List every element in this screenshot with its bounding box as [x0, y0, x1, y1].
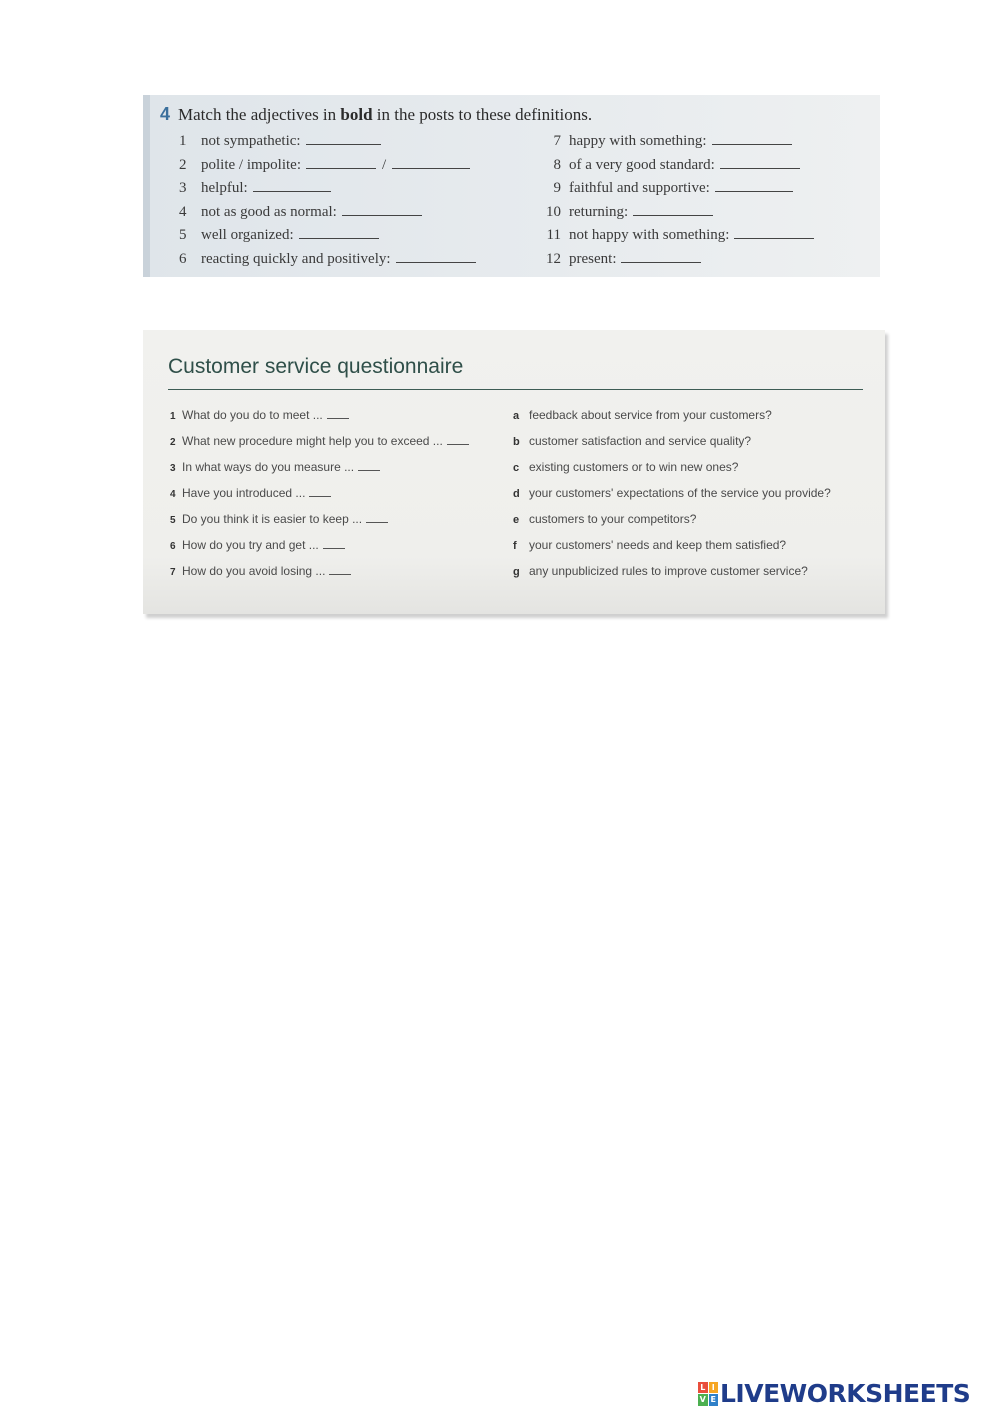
- ending-text: existing customers or to win new ones?: [529, 460, 739, 474]
- item-number: 1: [179, 133, 187, 149]
- definition-text: not happy with something:: [569, 227, 730, 244]
- ending-text: your customers' expectations of the service you provide?: [529, 486, 831, 500]
- answer-blank[interactable]: [720, 167, 800, 169]
- logo-mark-letter: V: [699, 1395, 706, 1405]
- ending-item: [513, 512, 831, 538]
- definition-text: not sympathetic:: [201, 133, 301, 149]
- ending-item: [513, 486, 831, 512]
- question-item: [170, 486, 469, 512]
- definition-item: [531, 157, 814, 181]
- answer-blank[interactable]: [299, 237, 379, 239]
- definition-text: happy with something:: [569, 133, 707, 149]
- question-item: [170, 538, 469, 564]
- logo-mark-icon: [698, 1382, 718, 1406]
- answer-blank[interactable]: [342, 214, 422, 216]
- question-number: 3: [170, 463, 176, 474]
- definition-item: [531, 204, 814, 228]
- item-number: 10: [546, 203, 561, 220]
- definition-item: [179, 180, 476, 204]
- heading-bold-word: bold: [340, 105, 373, 124]
- logo-mark-letter: L: [698, 1382, 708, 1394]
- item-number: 8: [553, 156, 561, 173]
- ending-item: [513, 408, 831, 434]
- logo-mark-letter: I: [709, 1382, 719, 1394]
- item-number: 5: [179, 227, 187, 244]
- question-text: How do you avoid losing ...: [182, 564, 326, 578]
- item-number: 7: [553, 133, 561, 149]
- question-text: What do you do to meet ...: [182, 408, 323, 422]
- definition-item: [531, 251, 814, 275]
- logo-mark-letter: E: [709, 1394, 719, 1406]
- heading-text-start: Match the adjectives in: [178, 105, 341, 124]
- answer-blank[interactable]: [633, 214, 713, 216]
- answer-blank[interactable]: [323, 547, 345, 549]
- answer-blank[interactable]: [734, 237, 814, 239]
- question-item: [170, 564, 469, 590]
- exercise-4-panel: [143, 95, 880, 277]
- question-item: [170, 408, 469, 434]
- question-number: 5: [170, 515, 176, 526]
- answer-blank[interactable]: [366, 521, 388, 523]
- definition-item: [179, 157, 476, 181]
- answer-blank[interactable]: [715, 190, 793, 192]
- answer-blank[interactable]: [306, 167, 376, 169]
- item-number: 12: [546, 250, 561, 267]
- item-number: 9: [553, 180, 561, 197]
- question-item: [170, 512, 469, 538]
- question-text: What new procedure might help you to exceed ...: [182, 434, 443, 448]
- definition-text: present:: [569, 250, 617, 267]
- ending-item: [513, 538, 831, 564]
- ending-letter: c: [513, 462, 520, 474]
- definition-item: [531, 227, 814, 251]
- ending-letter: d: [513, 488, 520, 500]
- heading-text-end: in the posts to these definitions.: [372, 105, 593, 124]
- item-number: 6: [179, 250, 187, 267]
- definition-item: [179, 227, 476, 251]
- answer-blank[interactable]: [306, 143, 381, 145]
- question-item: [170, 460, 469, 486]
- definitions-right-column: [531, 133, 814, 275]
- slash-separator: /: [382, 156, 387, 173]
- definition-item: [179, 133, 476, 157]
- questions-column: [170, 408, 469, 590]
- definition-text: faithful and supportive:: [569, 180, 710, 197]
- ending-text: your customers' needs and keep them satisfied?: [529, 538, 787, 552]
- questionnaire-panel: [143, 330, 885, 614]
- question-number: 2: [170, 437, 176, 448]
- definition-text: of a very good standard:: [569, 156, 715, 173]
- question-text: In what ways do you measure ...: [182, 460, 355, 474]
- answer-blank[interactable]: [621, 261, 701, 263]
- definition-item: [531, 180, 814, 204]
- ending-text: customers to your competitors?: [529, 512, 697, 526]
- answer-blank[interactable]: [447, 443, 469, 445]
- answer-blank[interactable]: [392, 167, 470, 169]
- item-number: 2: [179, 156, 187, 173]
- definition-text: returning:: [569, 203, 629, 220]
- exercise-number: 4: [160, 104, 171, 124]
- answer-blank[interactable]: [358, 469, 380, 471]
- definition-text: not as good as normal:: [201, 203, 337, 220]
- ending-letter: f: [513, 540, 517, 552]
- definition-text: polite / impolite:: [201, 156, 301, 173]
- title-divider: [168, 389, 863, 390]
- exercise-4-heading: [160, 104, 592, 125]
- item-number: 4: [179, 203, 187, 220]
- ending-letter: b: [513, 436, 520, 448]
- answer-blank[interactable]: [396, 261, 476, 263]
- question-text: How do you try and get ...: [182, 538, 319, 552]
- ending-text: any unpublicized rules to improve customer service?: [529, 564, 808, 578]
- definition-item: [179, 204, 476, 228]
- question-item: [170, 434, 469, 460]
- item-number: 3: [179, 180, 187, 197]
- question-text: Do you think it is easier to keep ...: [182, 512, 363, 526]
- answer-blank[interactable]: [309, 495, 331, 497]
- logo-text: LIVEWORKSHEETS: [720, 1379, 971, 1408]
- definitions-left-column: [179, 133, 476, 275]
- ending-letter: g: [513, 566, 520, 578]
- questionnaire-title: Customer service questionnaire: [168, 355, 464, 378]
- ending-letter: e: [513, 514, 520, 526]
- definition-text: well organized:: [201, 227, 294, 244]
- ending-item: [513, 564, 831, 590]
- definition-text: reacting quickly and positively:: [201, 250, 391, 267]
- liveworksheets-logo: [698, 1379, 970, 1408]
- answer-blank[interactable]: [712, 143, 792, 145]
- panel-edge: [143, 95, 150, 277]
- ending-text: customer satisfaction and service quality?: [529, 434, 752, 448]
- answer-blank[interactable]: [329, 573, 351, 575]
- question-text: Have you introduced ...: [182, 486, 306, 500]
- answer-blank[interactable]: [253, 190, 331, 192]
- ending-item: [513, 460, 831, 486]
- answer-blank[interactable]: [327, 417, 349, 419]
- ending-letter: a: [513, 410, 520, 422]
- question-number: 7: [170, 567, 176, 578]
- definition-item: [531, 133, 814, 157]
- ending-text: feedback about service from your customers?: [529, 408, 772, 422]
- endings-column: [513, 408, 831, 590]
- question-number: 6: [170, 541, 176, 552]
- question-number: 1: [170, 411, 176, 422]
- item-number: 11: [546, 227, 561, 244]
- definition-item: [179, 251, 476, 275]
- definition-text: helpful:: [201, 180, 248, 197]
- ending-item: [513, 434, 831, 460]
- question-number: 4: [170, 489, 176, 500]
